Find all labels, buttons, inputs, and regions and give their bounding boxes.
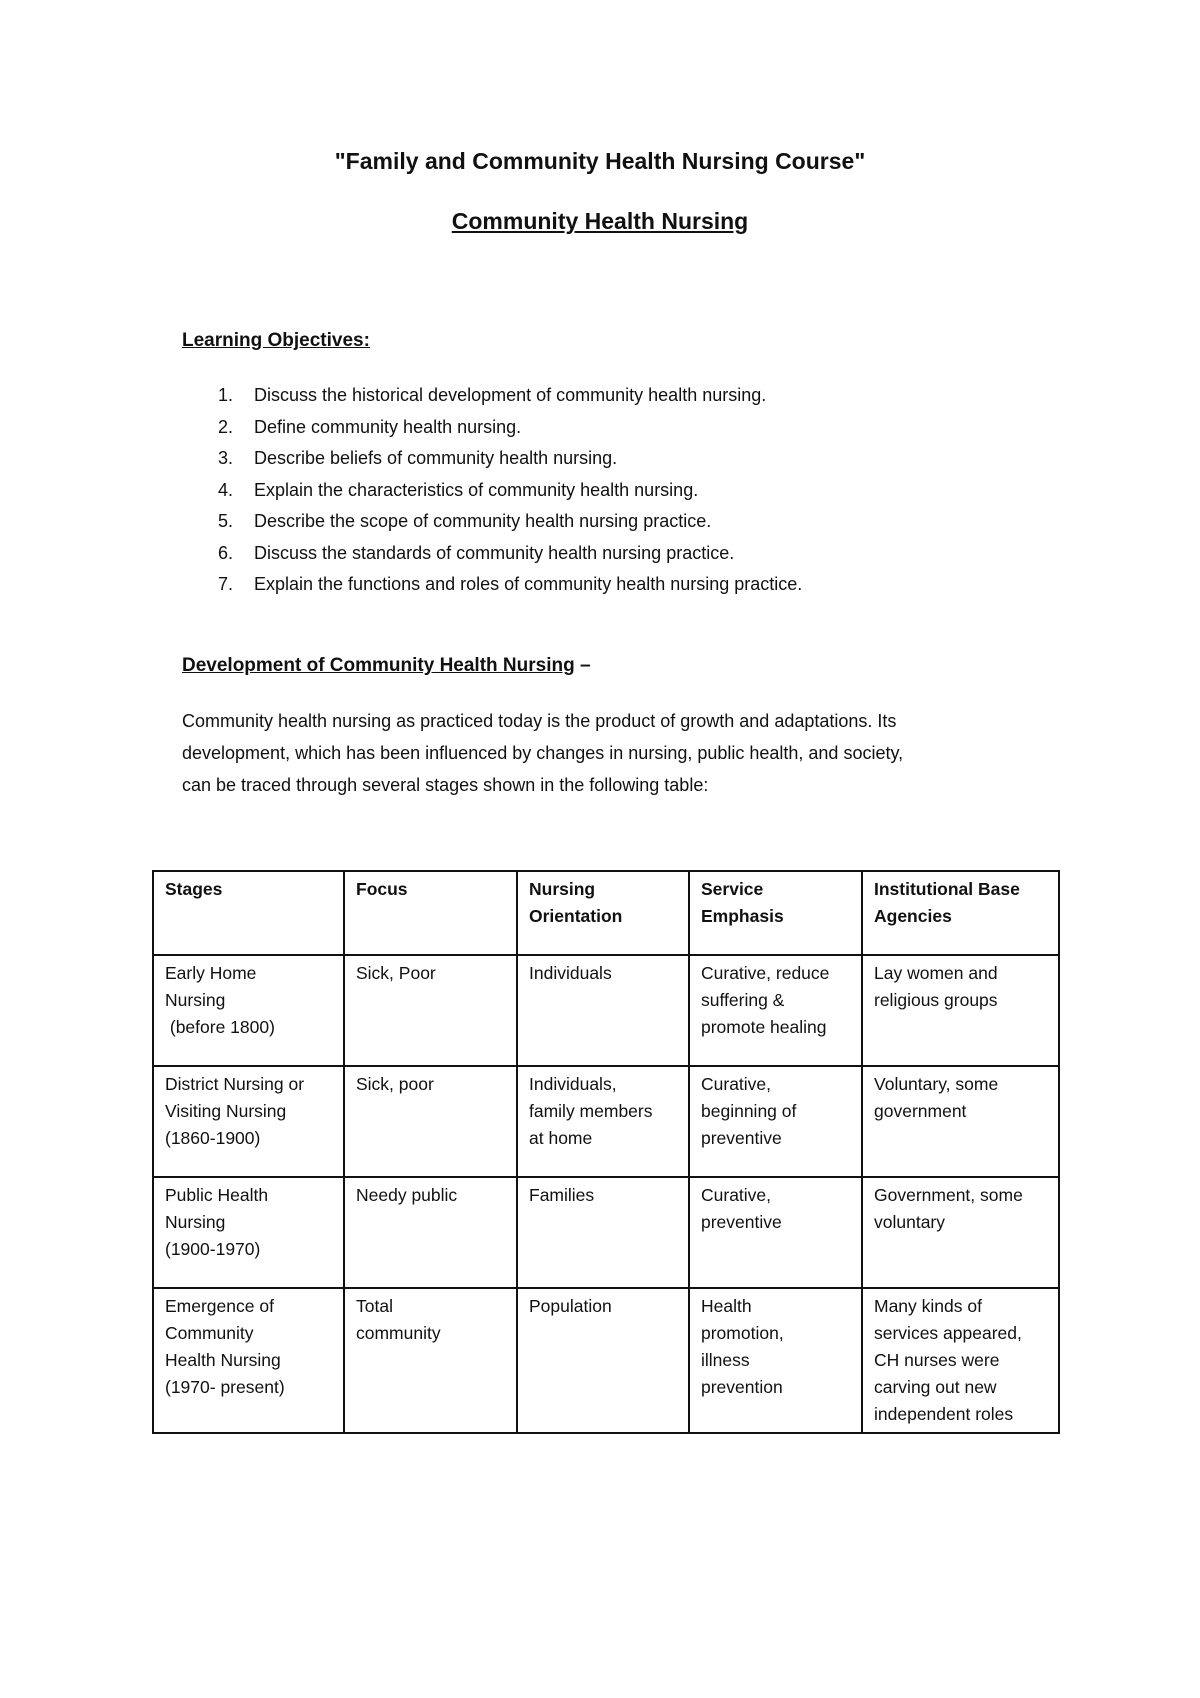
header-line: Agencies bbox=[874, 906, 952, 926]
cell-line: prevention bbox=[701, 1377, 783, 1397]
cell-line: Voluntary, some bbox=[874, 1074, 999, 1094]
header-line: Nursing bbox=[529, 879, 596, 899]
cell-line: community bbox=[356, 1323, 441, 1343]
cell-line: Curative, reduce bbox=[701, 963, 830, 983]
table-header-row bbox=[153, 871, 1059, 955]
table-cell bbox=[517, 955, 689, 1066]
table-cell bbox=[344, 1288, 517, 1433]
table-cell bbox=[344, 1177, 517, 1288]
list-item-number: 4. bbox=[218, 479, 234, 500]
header-service-emphasis bbox=[689, 871, 862, 955]
cell-line: Visiting Nursing bbox=[165, 1101, 287, 1121]
cell-line: (1860-1900) bbox=[165, 1128, 261, 1148]
cell-line: Sick, Poor bbox=[356, 963, 436, 983]
header-line: Emphasis bbox=[701, 906, 784, 926]
header-line: Institutional Base bbox=[874, 879, 1020, 899]
table-cell bbox=[153, 1177, 344, 1288]
cell-line: voluntary bbox=[874, 1212, 946, 1232]
header-line: Orientation bbox=[529, 906, 623, 926]
table-cell bbox=[862, 1177, 1059, 1288]
list-item bbox=[182, 412, 802, 444]
table-row bbox=[153, 955, 1059, 1066]
table-cell bbox=[862, 955, 1059, 1066]
list-item bbox=[182, 380, 802, 412]
cell-line: Population bbox=[529, 1296, 612, 1316]
development-heading-text: Development of Community Health Nursing bbox=[182, 655, 575, 676]
development-heading-dash: – bbox=[574, 655, 591, 676]
cell-line: promote healing bbox=[701, 1017, 827, 1037]
list-item bbox=[182, 475, 802, 507]
header-line: Focus bbox=[356, 879, 408, 899]
table-cell bbox=[153, 1066, 344, 1177]
cell-line: Nursing bbox=[165, 1212, 226, 1232]
stages-table bbox=[152, 870, 1060, 1434]
learning-objectives-heading bbox=[182, 330, 370, 352]
learning-objectives-heading-text: Learning Objectives: bbox=[182, 330, 370, 351]
cell-line: Needy public bbox=[356, 1185, 458, 1205]
list-item-text: Describe the scope of community health nursing practice. bbox=[254, 511, 712, 531]
header-line: Service bbox=[701, 879, 764, 899]
development-heading bbox=[182, 655, 591, 677]
table-cell bbox=[344, 1066, 517, 1177]
table-cell bbox=[344, 955, 517, 1066]
cell-line: Health Nursing bbox=[165, 1350, 281, 1370]
cell-line: preventive bbox=[701, 1212, 782, 1232]
list-item-number: 5. bbox=[218, 511, 234, 531]
cell-line: services appeared, bbox=[874, 1323, 1022, 1343]
cell-line: Government, some bbox=[874, 1185, 1023, 1205]
cell-line: preventive bbox=[701, 1128, 782, 1148]
cell-line: Health bbox=[701, 1296, 752, 1316]
header-stages bbox=[153, 871, 344, 955]
cell-line: Emergence of bbox=[165, 1296, 274, 1316]
cell-line: at home bbox=[529, 1128, 593, 1148]
cell-line: beginning of bbox=[701, 1101, 797, 1121]
table-cell bbox=[689, 1288, 862, 1433]
cell-line: (1900-1970) bbox=[165, 1239, 261, 1259]
table-cell bbox=[517, 1066, 689, 1177]
development-paragraph bbox=[182, 705, 1062, 801]
table-cell bbox=[517, 1288, 689, 1433]
cell-line: Lay women and bbox=[874, 963, 998, 983]
objectives-list bbox=[182, 380, 802, 601]
list-item bbox=[182, 506, 802, 538]
cell-line: Nursing bbox=[165, 990, 226, 1010]
cell-line: promotion, bbox=[701, 1323, 784, 1343]
cell-line: Sick, poor bbox=[356, 1074, 434, 1094]
cell-line: Total bbox=[356, 1296, 393, 1316]
list-item bbox=[182, 443, 802, 475]
list-item-number: 7. bbox=[218, 574, 234, 594]
table-row bbox=[153, 1177, 1059, 1288]
header-line: Stages bbox=[165, 879, 223, 899]
cell-line: Individuals, bbox=[529, 1074, 617, 1094]
table-cell bbox=[153, 955, 344, 1066]
table-row bbox=[153, 1066, 1059, 1177]
table-cell bbox=[689, 1177, 862, 1288]
cell-line: Curative, bbox=[701, 1185, 772, 1205]
cell-line: CH nurses were bbox=[874, 1350, 1000, 1370]
header-nursing-orientation bbox=[517, 871, 689, 955]
list-item bbox=[182, 569, 802, 601]
header-focus bbox=[344, 871, 517, 955]
table-cell bbox=[517, 1177, 689, 1288]
list-item-text: Explain the characteristics of community health nursing. bbox=[254, 479, 699, 500]
list-item bbox=[182, 538, 802, 570]
cell-line: family members bbox=[529, 1101, 653, 1121]
cell-line: carving out new bbox=[874, 1377, 997, 1397]
cell-line: Public Health bbox=[165, 1185, 269, 1205]
paragraph-line: development, which has been influenced by changes in nursing, public health, and society, bbox=[182, 743, 904, 763]
list-item-number: 3. bbox=[218, 448, 234, 468]
cell-line: Community bbox=[165, 1323, 254, 1343]
header-institutional-base bbox=[862, 871, 1059, 955]
paragraph-line: can be traced through several stages shown in the following table: bbox=[182, 775, 709, 795]
cell-line: Early Home bbox=[165, 963, 257, 983]
list-item-text: Explain the functions and roles of community health nursing practice. bbox=[254, 574, 803, 594]
list-item-text: Define community health nursing. bbox=[254, 416, 522, 437]
cell-line: (before 1800) bbox=[165, 1017, 275, 1037]
table-cell bbox=[153, 1288, 344, 1433]
list-item-text: Discuss the standards of community health nursing practice. bbox=[254, 542, 735, 563]
cell-line: suffering & bbox=[701, 990, 785, 1010]
list-item-number: 1. bbox=[218, 385, 234, 405]
document-subtitle: Community Health Nursing bbox=[451, 208, 749, 234]
list-item-number: 2. bbox=[218, 416, 234, 437]
cell-line: illness bbox=[701, 1350, 750, 1370]
table-cell bbox=[862, 1066, 1059, 1177]
cell-line: District Nursing or bbox=[165, 1074, 305, 1094]
cell-line: independent roles bbox=[874, 1404, 1014, 1424]
cell-line: (1970- present) bbox=[165, 1377, 285, 1397]
table-cell bbox=[689, 955, 862, 1066]
list-item-number: 6. bbox=[218, 542, 234, 563]
cell-line: Individuals bbox=[529, 963, 612, 983]
cell-line: government bbox=[874, 1101, 967, 1121]
cell-line: Curative, bbox=[701, 1074, 772, 1094]
document-title: "Family and Community Health Nursing Course" bbox=[334, 148, 866, 174]
table-row bbox=[153, 1288, 1059, 1433]
table-cell bbox=[862, 1288, 1059, 1433]
cell-line: Families bbox=[529, 1185, 595, 1205]
paragraph-line: Community health nursing as practiced today is the product of growth and adaptations. Its bbox=[182, 711, 897, 731]
cell-line: Many kinds of bbox=[874, 1296, 982, 1316]
cell-line: religious groups bbox=[874, 990, 998, 1010]
table-cell bbox=[689, 1066, 862, 1177]
list-item-text: Discuss the historical development of community health nursing. bbox=[254, 385, 767, 405]
list-item-text: Describe beliefs of community health nursing. bbox=[254, 448, 618, 468]
